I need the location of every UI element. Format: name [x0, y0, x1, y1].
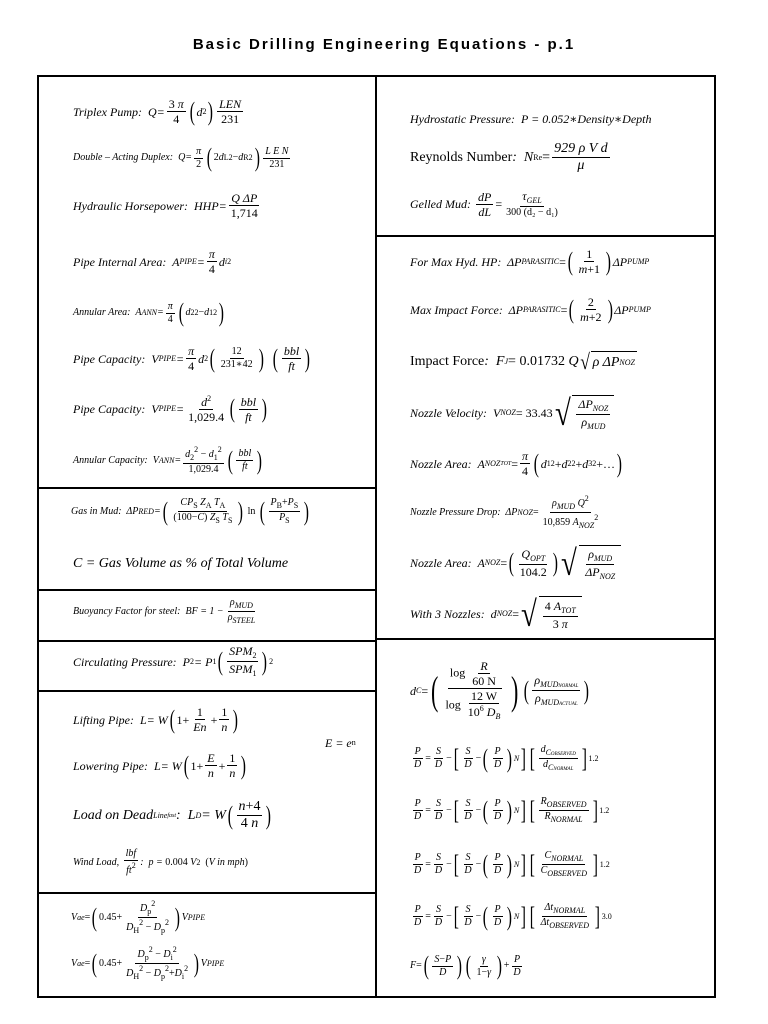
- eq-pipe-internal-area: Pipe Internal Area : A PIPE = $\frac{\pi}{4}$ d i 2: [73, 247, 232, 276]
- label-three-nozzles: With 3 Nozzles: [410, 607, 481, 621]
- label-lowering: Lowering Pipe: [73, 758, 144, 773]
- const-10294-a: 1,029.4: [188, 410, 225, 424]
- label-duplex: Double – Acting Duplex: [73, 152, 170, 163]
- label-triplex: Triplex Pump: [73, 104, 138, 119]
- eq-pipe-capacity-1: Pipe Capacity : V PIPE = $\frac{\pi}{4}$ d 2 ( $\frac{12}{231∗42}$ ) ( $\frac{\text{bbl}}{ft}$ ): [73, 343, 311, 373]
- label-gelled: Gelled Mud: [410, 197, 467, 211]
- eq-gelled-mud: Gelled Mud : $\frac{dP}{dL}$ = $\frac{\tau_{GEL}}{\text{300 (d₂ − d₁)}}$: [410, 189, 558, 219]
- eq-annular-area: Annular Area : A ANN = $\frac{\pi}{4}$ ( d 2 2 − d 1 2 ): [73, 298, 225, 327]
- label-impact: Impact Force: [410, 354, 485, 369]
- left-divider-2: [38, 589, 375, 591]
- left-divider-4: [38, 690, 375, 692]
- label-nozzle-velocity: Nozzle Velocity: [410, 406, 483, 420]
- eq-lifting-pipe: Lifting Pipe : L= W ( 1+ $\frac{1}{En}$ + $\frac{1}{n}$ ): [73, 704, 239, 734]
- eq-d-exponent: d C = ( log $\frac{R}{60 N}$ log $\frac{12 W}{10^6 D_B}$ ) ( $\frac{\rho_{MUDNORMAL}}{\rho_{MUDACTUAL}}$ ): [410, 659, 590, 721]
- label-buoyancy: Buoyancy Factor for steel: [73, 605, 178, 617]
- label-max-impact: Max Impact Force: [410, 302, 499, 317]
- label-pipe-internal-area: Pipe Internal Area: [73, 254, 163, 269]
- eq-triplex-pump: Triplex Pump : Q= $\frac{3 \pi}{4}$ ( d 2 ) $\frac{\text{LEN}}{231}$: [73, 96, 242, 126]
- gas-volume-note: C = Gas Volume as % of Total Volume: [73, 556, 289, 571]
- label-hhp: Hydraulic Horsepower: [73, 198, 184, 213]
- eq-e-definition: E = e n: [325, 736, 356, 750]
- column-divider: [375, 76, 377, 997]
- eq-nozzle-area: Nozzle Area : A NOZ TOT = $\frac{\pi}{4}$ ( d 1 2 + d 2 2 + d 3 2 +… ): [410, 448, 622, 478]
- eq-vae-2: V ae = ( 0.45+ $\frac{D_p^2 - D_i^2}{D_H^2 - D_p^2+D_i^2}$ ) V PIPE: [71, 945, 225, 981]
- label-hydrostatic: Hydrostatic Pressure: [410, 112, 511, 126]
- eq-impact-force: Impact Force : F J = 0.01732 Q √ ρ ΔP NOZ: [410, 349, 635, 374]
- const-1714: 1,714: [230, 206, 258, 220]
- right-divider-2: [376, 638, 715, 640]
- right-divider-1: [376, 235, 715, 237]
- page-title: Basic Drilling Engineering Equations - p.1: [192, 36, 576, 53]
- const-12: 12: [231, 346, 242, 357]
- label-gas-in-mud: Gas in Mud: [71, 505, 119, 517]
- label-load-dead: Load on Dead: [73, 807, 154, 823]
- label-wind: Wind Load,: [73, 856, 120, 868]
- eq-fracture-gradient: F = ( $\frac{S-P}{D}$ ) ( $\frac{\gamma}{1-\gamma}$ ) + $\frac{P}{D}$: [410, 951, 521, 980]
- label-nozzle-area-2: Nozzle Area: [410, 556, 468, 570]
- left-divider-3: [38, 640, 375, 642]
- eq-load-dead-line: Load on Dead Line fast : L D = W ( $\frac{n+4}{4 n}$ ): [73, 799, 272, 831]
- eq-buoyancy-factor: Buoyancy Factor for steel : BF = 1 − $\frac{\rho_{MUD}}{\rho_{STEEL}}$: [73, 597, 256, 625]
- eq-annular-capacity: Annular Capacity : V ANN = $\frac{d_2^2 - d_1^2}{1,029.4}$ ( $\frac{\text{bbl}}{ft}$ ): [73, 445, 263, 475]
- label-max-hyd: For Max Hyd. HP: [410, 254, 498, 269]
- eq-hydrostatic-pressure: Hydrostatic Pressure : P = 0.052∗Density∗Depth: [410, 112, 652, 126]
- eq-three-nozzles: With 3 Nozzles : d NOZ = √ $\frac{4 A_{TOT}}{3 \pi}$: [410, 596, 582, 632]
- label-circulating: Circulating Pressure: [73, 654, 173, 669]
- eq-max-hyd-hp: For Max Hyd. HP : ΔP PARASITIC = ( $\frac{1}{m+1}$ ) ΔP PUMP: [410, 246, 650, 276]
- const-0004: 0.004: [165, 856, 188, 868]
- const-045-b: 0.45+: [98, 957, 123, 969]
- wind-note: V in mph: [208, 856, 245, 868]
- eq-gas-in-mud: Gas in Mud : ΔP RED = ( $\frac{CP_S Z_A T_A}{(100-C) Z_S T_S}$ ) ln ( $\frac{P_B+P_S}{P_S}$ ): [71, 496, 310, 526]
- eq-lowering-pipe: Lowering Pipe : L= W ( 1+ $\frac{E}{n}$ + $\frac{1}{n}$ ): [73, 750, 247, 780]
- eq-pore-pressure-sonic: $\frac{P}{D}$ = $\frac{S}{D}$ − [ $\frac{S}{D}$ − ( $\frac{P}{D}$ ) N ] [ $\frac{\Delta t_{NORMAL}}{\Delta t_{OBSERVED}}$ ] 3.0: [414, 901, 612, 931]
- eq-reynolds-number: Reynolds Number : N Re = $\frac{\text{929 ρ V d}}{\mu}$: [410, 141, 608, 173]
- eq-circulating-pressure: Circulating Pressure : P 2 = P 1 ( $\frac{SPM_2}{SPM_1}$ ) 2: [73, 644, 274, 678]
- eq-nozzle-area-opt: Nozzle Area : A NOZ = ( $\frac{Q_{OPT}}{104.2}$ ) √ $\frac{\rho_{MUD}}{\Delta P_{NOZ}}$: [410, 545, 621, 581]
- left-divider-1: [38, 487, 375, 489]
- eq-pore-pressure-conductivity: $\frac{P}{D}$ = $\frac{S}{D}$ − [ $\frac{S}{D}$ − ( $\frac{P}{D}$ ) N ] [ $\frac{C_{NORMAL}}{C_{OBSERVED}}$ ] 1.2: [414, 849, 610, 879]
- label-lifting: Lifting Pipe: [73, 712, 130, 727]
- label-reynolds: Reynolds Number: [410, 149, 513, 165]
- label-nozzle-area: Nozzle Area: [410, 456, 468, 471]
- label-annular-area: Annular Area: [73, 307, 128, 318]
- eq-hydraulic-horsepower: Hydraulic Horsepower : HHP= $\frac{\text{Q ΔP}}{1,714}$: [73, 191, 258, 220]
- eq-nozzle-velocity: Nozzle Velocity : V NOZ = 33.43 √ $\frac{\Delta P_{NOZ}}{\rho_{MUD}}$: [410, 395, 614, 431]
- label-annular-capacity: Annular Capacity: [73, 454, 145, 466]
- const-045-a: 0.45+: [98, 911, 123, 923]
- eq-max-impact-force: Max Impact Force : ΔP PARASITIC = ( $\frac{2}{m+2}$ ) ΔP PUMP: [410, 294, 651, 324]
- eq-pore-pressure-resistivity: $\frac{P}{D}$ = $\frac{S}{D}$ − [ $\frac{S}{D}$ − ( $\frac{P}{D}$ ) N ] [ $\frac{R_{OBSERVED}}{R_{NORMAL}}$ ] 1.2: [414, 795, 610, 825]
- eq-duplex-pump: Double – Acting Duplex : Q= $\frac{\pi}{2}$ ( 2 d L 2 − d R 2 ) $\frac{\text{L E N}}{231}$: [73, 143, 289, 172]
- const-10294-b: 1,029.4: [188, 464, 219, 475]
- const-23142: 231∗42: [220, 359, 253, 370]
- label-pipe-capacity-1: Pipe Capacity: [73, 351, 142, 366]
- eq-pipe-capacity-2: Pipe Capacity : V PIPE = $\frac{d^2}{1,029.4}$ ( $\frac{\text{bbl}}{ft}$ ): [73, 394, 268, 424]
- label-nozzle-pd: Nozzle Pressure Drop: [410, 506, 498, 518]
- label-pipe-capacity-2: Pipe Capacity: [73, 402, 142, 416]
- eq-pore-pressure-dc: $\frac{P}{D}$ = $\frac{S}{D}$ − [ $\frac{S}{D}$ − ( $\frac{P}{D}$ ) N ] [ $\frac{d_{COBSERVED}}{d_{CNORMAL}}$ ] 1.2: [414, 743, 599, 773]
- eq-nozzle-pressure-drop: Nozzle Pressure Drop : ΔP NOZ = $\frac{\rho_{MUD} Q^2}{10,859 A_{NOZ}^2}$: [410, 494, 599, 530]
- left-divider-5: [38, 892, 375, 894]
- const-231: 231: [221, 112, 240, 126]
- eq-wind-load: Wind Load, $\frac{\text{lbf}}{ft^2}$ : p = 0.004 V 2 ( V in mph ): [73, 848, 248, 876]
- eq-vae-1: V ae = ( 0.45+ $\frac{D_p^2}{D_H^2 - D_p^2}$ ) V PIPE: [71, 899, 206, 935]
